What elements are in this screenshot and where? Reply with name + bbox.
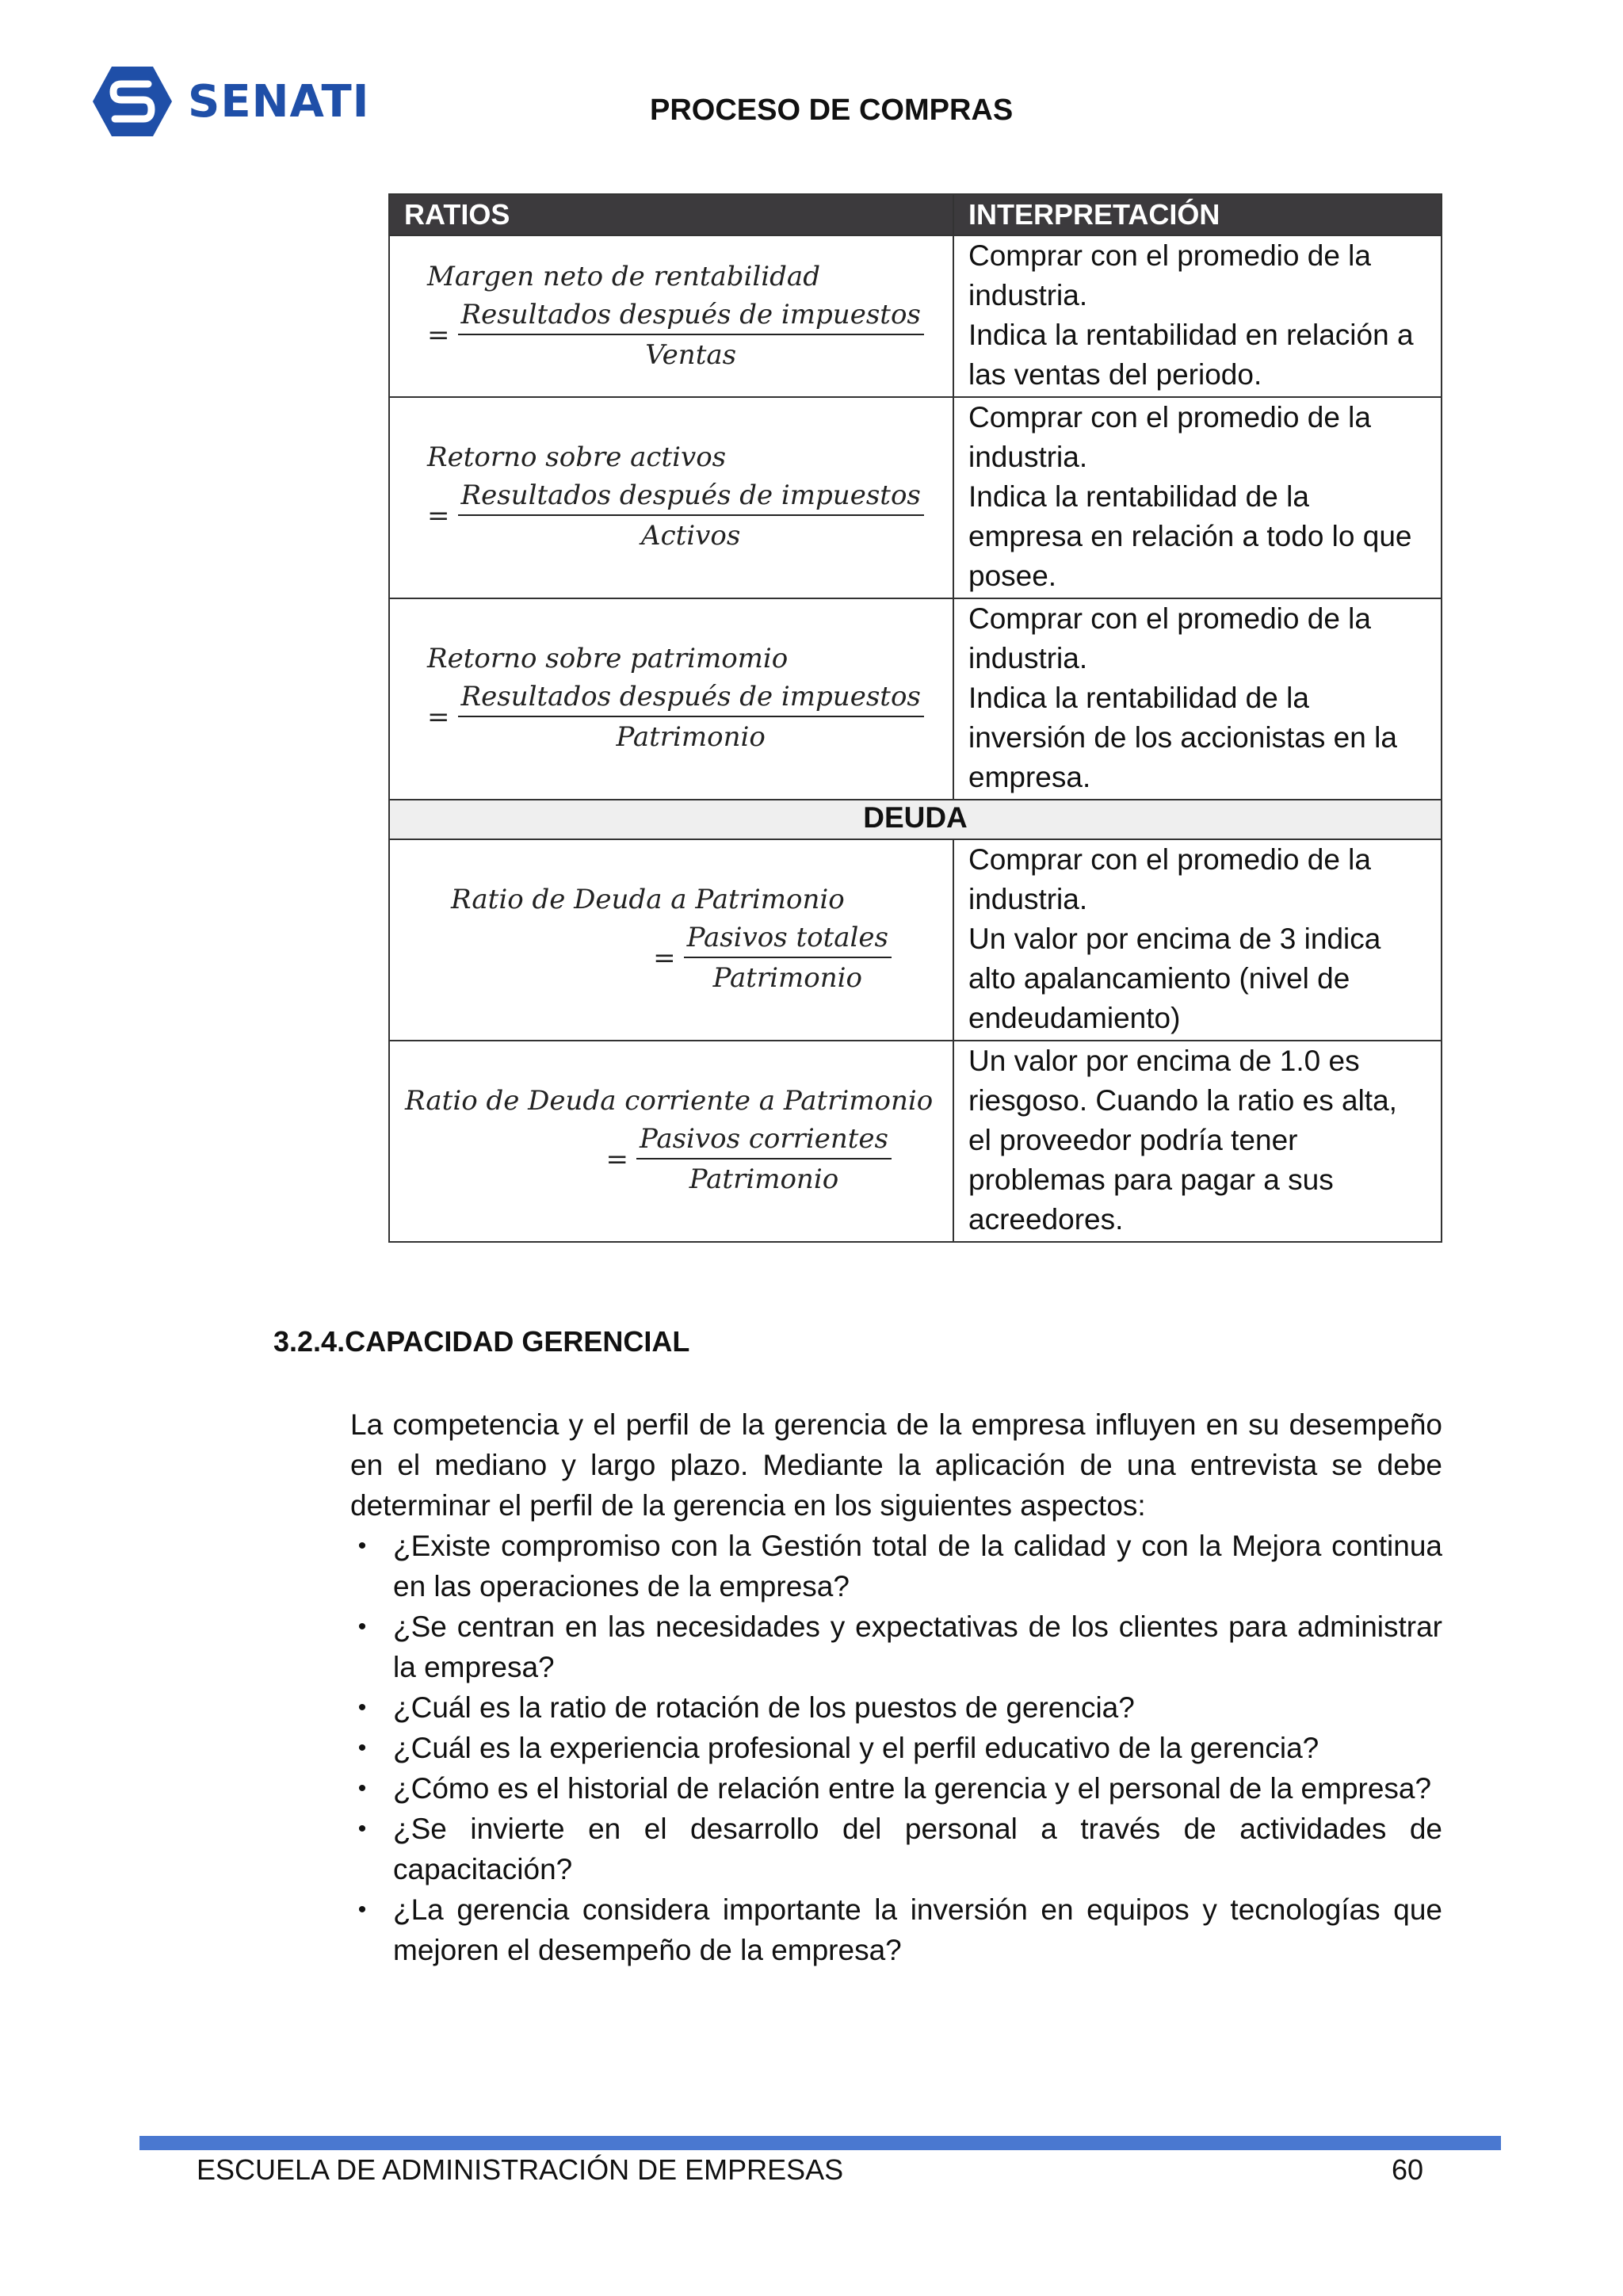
- interpretation-cell: [953, 839, 1442, 1041]
- list-item: [350, 1526, 1442, 1606]
- ratio-name: Ratio de Deuda corriente a Patrimonio: [405, 1085, 934, 1117]
- formula: [391, 237, 952, 375]
- formula: [391, 841, 952, 998]
- section-paragraph: La competencia y el perfil de la gerencia de la empresa influyen en su desempeño en el mediano y largo plazo. Mediante la aplicación de una entrevista se debe determinar el perfil de la gerencia en los siguientes aspectos:: [350, 1408, 1442, 1522]
- list-item-text: ¿Existe compromiso con la Gestión total de la calidad y con la Mejora continua en las operaciones de la empresa?: [393, 1530, 1442, 1603]
- table-row: [389, 598, 1442, 800]
- formula-cell: [389, 397, 953, 598]
- section-heading: [273, 1325, 689, 1358]
- bullet-icon: •: [357, 1816, 367, 1842]
- bullet-icon: •: [357, 1775, 367, 1801]
- denominator: Activos: [641, 520, 741, 552]
- denominator: Patrimonio: [712, 962, 862, 994]
- interpretation-cell: [953, 598, 1442, 800]
- interpretation-line: Un valor por encima de 1.0 es riesgoso. Cuando la ratio es alta, el proveedor podría tener problemas para pagar a sus acreedores.: [968, 1045, 1397, 1236]
- ratio-equation: [427, 476, 952, 556]
- equals-sign: =: [653, 942, 676, 974]
- interpretation-line: Un valor por encima de 3 indica alto apalancamiento (nivel de endeudamiento): [968, 923, 1381, 1034]
- senati-emblem-icon: [91, 65, 174, 138]
- interpretation-cell: [953, 397, 1442, 598]
- interpretation-cell: [953, 235, 1442, 397]
- interpretation-line: Comprar con el promedio de la industria.: [968, 401, 1371, 473]
- list-item: [350, 1889, 1442, 1970]
- list-item-text: ¿Se centran en las necesidades y expectativas de los clientes para administrar la empresa?: [393, 1610, 1442, 1683]
- formula-cell: [389, 839, 953, 1041]
- interpretation-line: Comprar con el promedio de la industria.: [968, 602, 1371, 674]
- table-row: [389, 839, 1442, 1041]
- ratio-equation: [451, 919, 952, 998]
- numerator: Resultados después de impuestos: [458, 476, 924, 516]
- equals-sign: =: [605, 1144, 628, 1175]
- ratios-table: [388, 193, 1442, 1243]
- interpretation-line: Indica la rentabilidad de la empresa en relación a todo lo que posee.: [968, 480, 1412, 592]
- fraction: [458, 678, 924, 757]
- table-header-row: [389, 194, 1442, 235]
- denominator: Patrimonio: [616, 721, 766, 753]
- interpretation-line: Comprar con el promedio de la industria.: [968, 239, 1371, 311]
- bullet-icon: •: [357, 1614, 367, 1640]
- senati-logo: [91, 65, 369, 138]
- section-number: 3.2.4.: [273, 1325, 346, 1358]
- fraction: [458, 476, 924, 556]
- denominator: Ventas: [645, 339, 737, 371]
- ratio-name: Ratio de Deuda a Patrimonio: [451, 884, 845, 915]
- ratio-equation: [405, 1120, 952, 1199]
- ratio-name: Margen neto de rentabilidad: [427, 261, 820, 292]
- formula: [391, 600, 952, 757]
- list-item: [350, 1687, 1442, 1728]
- header-interpretation: INTERPRETACIÓN: [953, 194, 1442, 235]
- ratio-name: Retorno sobre patrimomio: [427, 643, 789, 674]
- list-item-text: ¿Se invierte en el desarrollo del personal a través de actividades de capacitación?: [393, 1813, 1442, 1885]
- bullet-icon: •: [357, 1533, 367, 1559]
- list-item: [350, 1606, 1442, 1687]
- ratio-equation: [427, 296, 952, 375]
- interpretation-cell: [953, 1041, 1442, 1242]
- logo-text: SENATI: [188, 75, 370, 128]
- list-item-text: ¿Cómo es el historial de relación entre la gerencia y el personal de la empresa?: [393, 1772, 1432, 1805]
- numerator: Pasivos corrientes: [636, 1120, 892, 1159]
- table-section-row: [389, 800, 1442, 839]
- footer-bar: [139, 2136, 1501, 2150]
- page-number: 60: [1392, 2153, 1424, 2186]
- bullet-icon: •: [357, 1694, 367, 1721]
- list-item: [350, 1809, 1442, 1889]
- fraction: [636, 1120, 892, 1199]
- equals-sign: =: [427, 500, 450, 532]
- table-row: [389, 235, 1442, 397]
- section-deuda: DEUDA: [389, 800, 1442, 839]
- list-item: [350, 1728, 1442, 1768]
- formula-cell: [389, 1041, 953, 1242]
- fraction: [684, 919, 892, 998]
- list-item-text: ¿La gerencia considera importante la inversión en equipos y tecnologías que mejoren el desempeño de la empresa?: [393, 1893, 1442, 1966]
- formula: [391, 399, 952, 556]
- formula-cell: [389, 598, 953, 800]
- denominator: Patrimonio: [689, 1163, 839, 1195]
- numerator: Resultados después de impuestos: [458, 296, 924, 335]
- list-item: [350, 1768, 1442, 1809]
- bullet-icon: •: [357, 1897, 367, 1923]
- interpretation-line: Comprar con el promedio de la industria.: [968, 843, 1371, 915]
- numerator: Resultados después de impuestos: [458, 678, 924, 717]
- table-row: [389, 1041, 1442, 1242]
- page-title: PROCESO DE COMPRAS: [650, 94, 1014, 127]
- equals-sign: =: [427, 319, 450, 351]
- formula-cell: [389, 235, 953, 397]
- numerator: Pasivos totales: [684, 919, 892, 958]
- list-item-text: ¿Cuál es la ratio de rotación de los puestos de gerencia?: [393, 1691, 1135, 1724]
- interpretation-line: Indica la rentabilidad en relación a las ventas del periodo.: [968, 319, 1414, 391]
- list-item-text: ¿Cuál es la experiencia profesional y el perfil educativo de la gerencia?: [393, 1732, 1319, 1764]
- aspects-list: [350, 1526, 1442, 1970]
- interpretation-line: Indica la rentabilidad de la inversión de los accionistas en la empresa.: [968, 682, 1397, 793]
- ratio-equation: [427, 678, 952, 757]
- section-title: CAPACIDAD GERENCIAL: [345, 1325, 690, 1358]
- formula: [391, 1042, 952, 1199]
- header-ratios: RATIOS: [389, 194, 953, 235]
- ratio-name: Retorno sobre activos: [427, 441, 727, 473]
- equals-sign: =: [427, 701, 450, 733]
- fraction: [458, 296, 924, 375]
- footer-school: ESCUELA DE ADMINISTRACIÓN DE EMPRESAS: [197, 2153, 844, 2186]
- table-row: [389, 397, 1442, 598]
- bullet-icon: •: [357, 1735, 367, 1761]
